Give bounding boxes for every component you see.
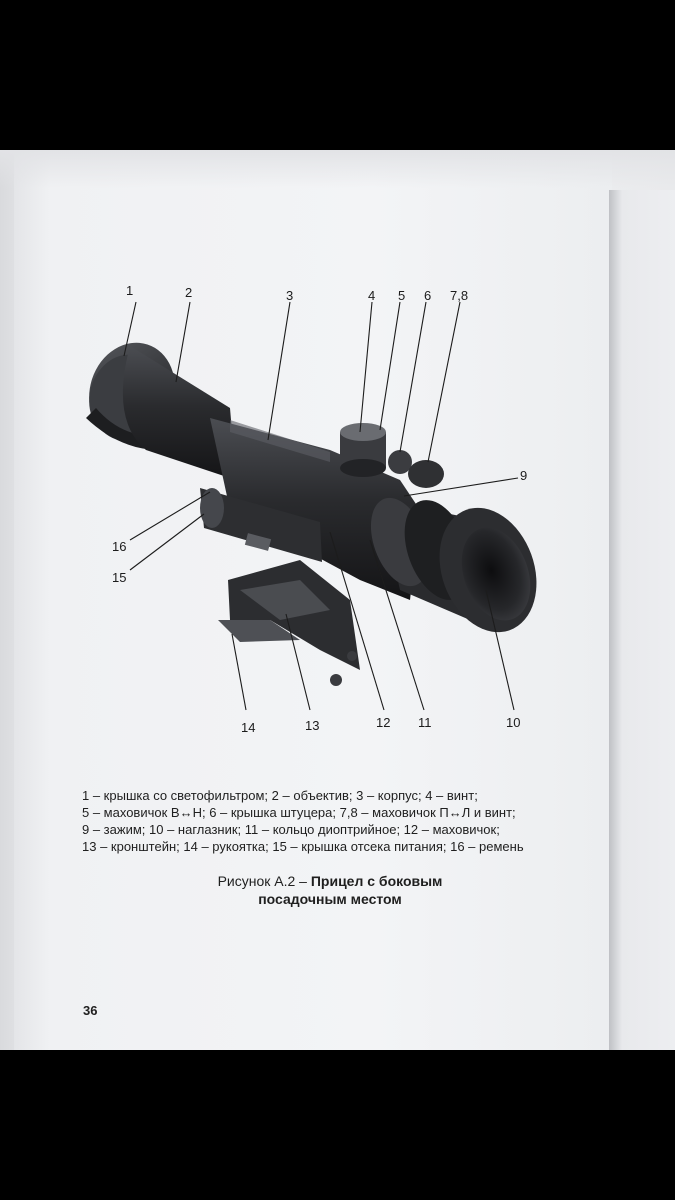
callout-5: 5	[398, 288, 406, 303]
figure-legend	[82, 787, 582, 855]
callout-1: 1	[126, 283, 134, 298]
callout-13: 13	[305, 718, 320, 733]
callout-3: 3	[286, 288, 294, 303]
legend-line: 5 – маховичок В↔Н; 6 – крышка штуцера; 7,8 – маховичок П↔Л и винт;	[82, 805, 516, 820]
callout-2: 2	[185, 285, 193, 300]
legend-line: 1 – крышка со светофильтром; 2 – объектив; 3 – корпус; 4 – винт;	[82, 788, 478, 803]
callout-9: 9	[520, 468, 528, 483]
callout-12: 12	[376, 715, 391, 730]
sight-illustration	[0, 150, 675, 1050]
callout-15: 15	[112, 570, 127, 585]
page-number: 36	[83, 1003, 98, 1018]
callout-4: 4	[368, 288, 376, 303]
book-page-photo	[0, 150, 675, 1050]
mount-bracket	[218, 560, 360, 686]
caption-title-line2: посадочным местом	[258, 891, 402, 907]
legend-line: 9 – зажим; 10 – наглазник; 11 – кольцо диоптрийное; 12 – маховичок;	[82, 822, 500, 837]
caption-title-line1: Прицел с боковым	[310, 873, 443, 889]
callout-6: 6	[424, 288, 432, 303]
top-turret	[340, 423, 386, 477]
callout-7-8: 7,8	[450, 288, 469, 303]
eyepiece	[360, 490, 553, 646]
callout-11: 11	[418, 715, 432, 730]
legend-line: 13 – кронштейн; 14 – рукоятка; 15 – крышка отсека питания; 16 – ремень	[82, 839, 524, 854]
objective-barrel	[123, 346, 236, 480]
callout-16: 16	[112, 539, 127, 554]
callout-10: 10	[506, 715, 521, 730]
caption-prefix: Рисунок А.2 –	[217, 873, 311, 889]
figure-caption	[150, 872, 510, 908]
callout-14: 14	[241, 720, 256, 735]
